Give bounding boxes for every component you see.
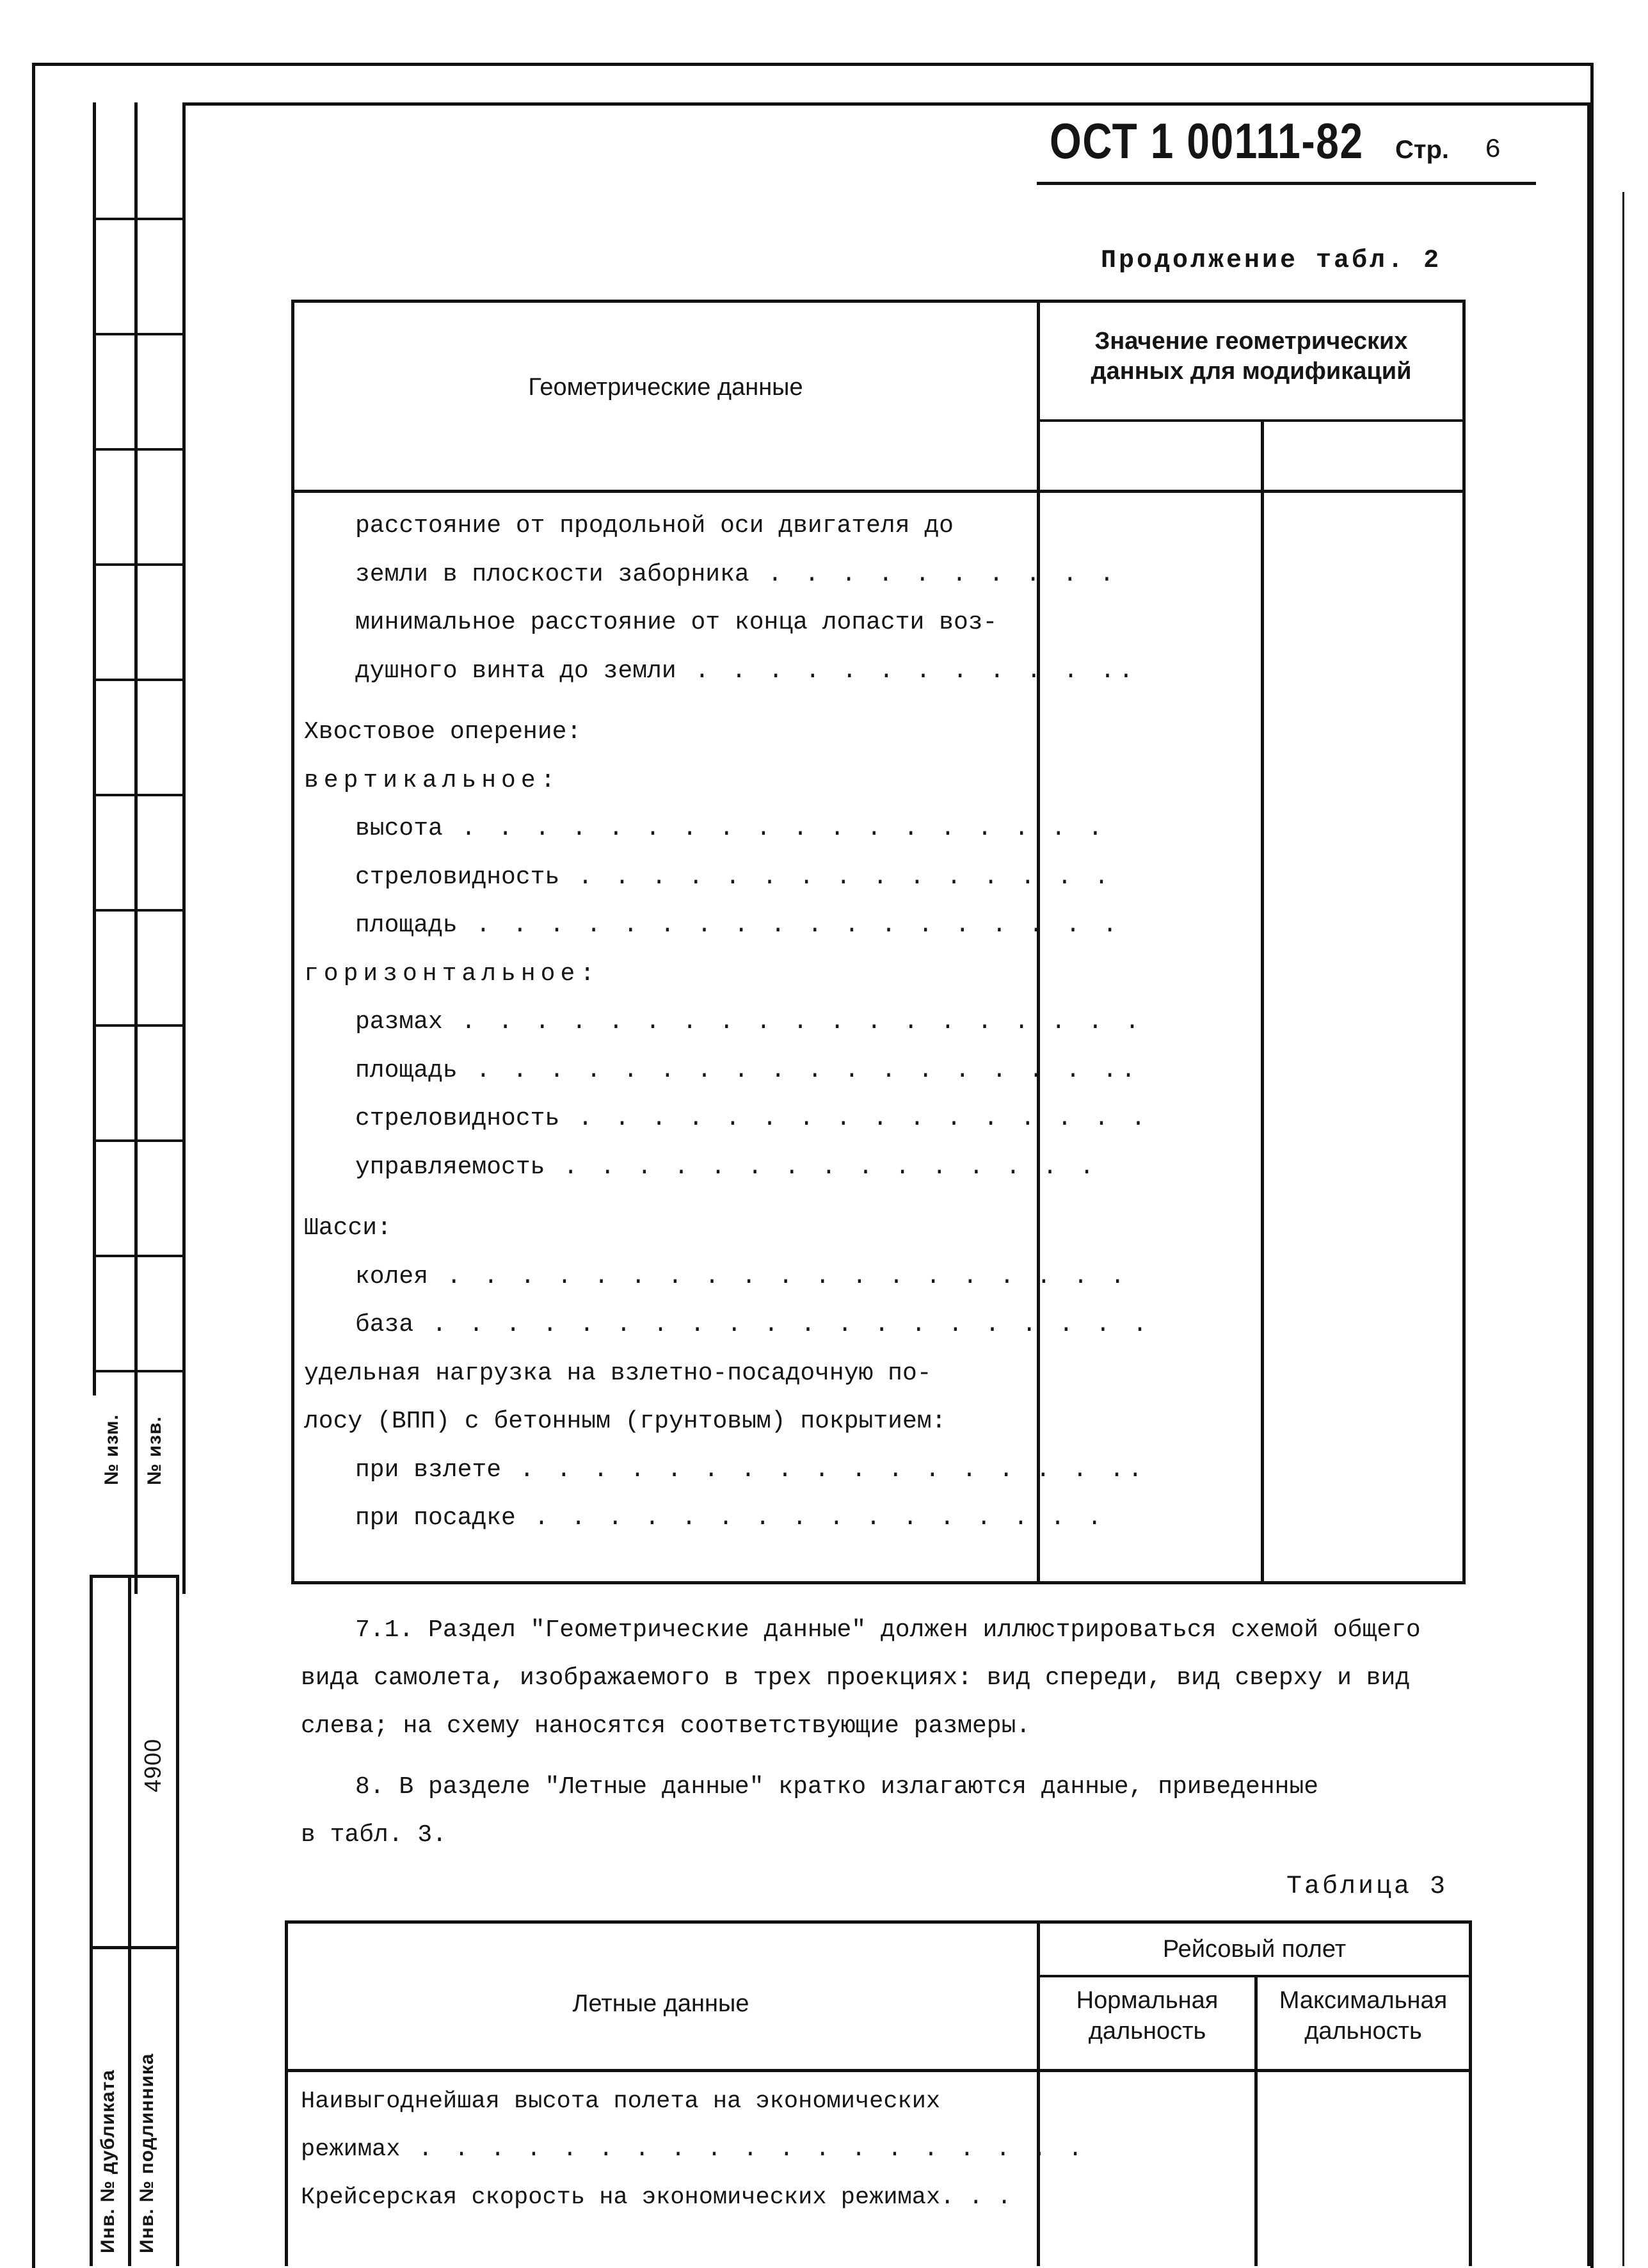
t2-top <box>291 300 1466 303</box>
table2-row-label: площадь <box>355 1056 458 1084</box>
t2-bottom <box>291 1581 1466 1584</box>
table3-group-header: Рейсовый полет <box>1162 1936 1347 1963</box>
table2-row-label: минимальное расстояние от конца лопасти воз- <box>355 609 998 636</box>
table2-row-dots: . . . . . . . . . . <box>749 560 1118 588</box>
table2-row-label: колея <box>355 1262 429 1291</box>
lower-strip-line <box>176 1575 179 2266</box>
inner-frame-right <box>1587 102 1590 2266</box>
outer-frame-right-edge <box>1622 192 1624 2266</box>
table2-row-label: управляемость <box>355 1153 545 1181</box>
para-7-1-line1: 7.1. Раздел "Геометрические данные" должен иллюстрироваться схемой общего <box>355 1616 1421 1644</box>
table2-row-dots: . . . . . . . . . . . . . . . . . .. <box>457 1056 1140 1084</box>
table2-row-dots: . . . . . . . . . . . . . . . <box>545 1153 1098 1181</box>
t3-top <box>285 1920 1472 1924</box>
table2-row <box>355 512 954 540</box>
table2-col2-header-1: Значение геометрических <box>1094 328 1408 355</box>
table2-row-dots: . . . . . . . . . . . . . . . . . . . <box>442 1008 1144 1036</box>
original-inv-label: Инв. № подлинника <box>136 2053 157 2253</box>
table3-caption: Таблица 3 <box>1286 1872 1448 1901</box>
table2-row-label: душного винта до земли <box>355 657 676 685</box>
table2-row-dots: . . . . . . . . . . . . . . . . . . <box>457 912 1121 939</box>
table2-row-label: вертикальное: <box>304 766 561 794</box>
table2-row-label: высота <box>355 815 443 842</box>
para-7-1-line2: вида самолета, изображаемого в трех проекциях: вид спереди, вид сверху и вид <box>301 1664 1411 1692</box>
change-no-label: № изм. <box>101 1414 122 1485</box>
strip-grid-row <box>93 218 182 220</box>
table2-row <box>355 657 1137 685</box>
para-8-line1: 8. В разделе "Летные данные" кратко излагаются данные, приведенные <box>355 1773 1319 1801</box>
table2-row <box>355 1008 1143 1036</box>
table3-row2: Крейсерская скорость на экономических режимах. . . <box>301 2184 1012 2211</box>
table2-row <box>304 767 560 794</box>
notice-no-label: № изв. <box>144 1416 165 1485</box>
table2-row <box>355 1154 1098 1181</box>
page-number: 6 <box>1485 134 1501 165</box>
table2-row <box>355 609 997 636</box>
strip-grid-row <box>93 679 182 681</box>
table2-row-dots: . . . . . . . . . . . .. <box>676 657 1137 685</box>
t2-sub-vert <box>1261 419 1264 1584</box>
table3-sub1-line2: дальность <box>1088 2018 1206 2045</box>
lower-strip-line <box>90 1575 93 2266</box>
table3-sub1-line1: Нормальная <box>1076 1987 1219 2014</box>
table2-row-label: Шасси: <box>304 1214 392 1242</box>
document-code: ОСТ 1 00111-82 <box>1050 113 1364 169</box>
strip-grid-row <box>93 448 182 451</box>
strip-grid-row <box>93 909 182 912</box>
table2-row <box>304 1408 946 1435</box>
table3-sub2-line2: дальность <box>1304 2018 1422 2045</box>
t2-header-bottom <box>291 490 1466 493</box>
table2-row <box>355 1311 1151 1339</box>
page-label: Стр. <box>1395 136 1450 164</box>
table2-caption: Продолжение табл. 2 <box>1101 246 1442 275</box>
header-rule <box>1037 182 1536 185</box>
t3-mid <box>1037 1920 1040 2266</box>
table2-row <box>355 815 1107 842</box>
table2-row-label: стреловидность <box>355 863 560 891</box>
strip-grid-row <box>93 1024 182 1027</box>
strip-line-a <box>93 102 96 1395</box>
lower-strip-mid <box>90 1946 179 1949</box>
table3-sub2-line1: Максимальная <box>1279 1987 1448 2014</box>
strip-grid-row <box>93 1370 182 1372</box>
table3-col1-header: Летные данные <box>572 1990 749 2017</box>
strip-grid-row <box>93 563 182 566</box>
table2-row-label: площадь <box>355 912 458 939</box>
strip-grid-row <box>93 1139 182 1142</box>
table2-row-dots: . . . . . . . . . . . . . . . . <box>515 1504 1106 1532</box>
lower-strip-top <box>90 1575 179 1578</box>
table2-row <box>355 912 1121 939</box>
table2-row-dots: . . . . . . . . . . . . . . . . . . . . <box>413 1311 1151 1339</box>
table3-row1-text: режимах <box>301 2136 401 2163</box>
table2-row <box>304 718 581 746</box>
strip-grid-row <box>93 333 182 335</box>
t3-header-bottom <box>285 2069 1472 2072</box>
table2-col1-header: Геометрические данные <box>528 374 803 401</box>
table2-row-label: горизонтальное: <box>304 960 600 988</box>
table3-row1-line1: Наивыгоднейшая высота полета на экономических <box>301 2088 941 2115</box>
t2-sub-rule <box>1037 419 1466 422</box>
table2-row <box>355 1263 1129 1291</box>
table2-row <box>304 1360 932 1387</box>
table2-row <box>304 960 600 988</box>
table2-row <box>355 864 1112 891</box>
table2-row-label: удельная нагрузка на взлетно-посадочную по- <box>304 1359 932 1387</box>
t3-left <box>285 1920 288 2266</box>
table2-row-label: земли в плоскости заборника <box>355 560 749 588</box>
table3-row1-dots: . . . . . . . . . . . . . . . . . . . <box>400 2136 1087 2163</box>
table2-row-label: размах <box>355 1008 443 1036</box>
strip-line-c <box>182 102 186 1594</box>
table2-row-label: при взлете <box>355 1456 502 1484</box>
table2-row <box>355 561 1118 588</box>
table2-row-label: лосу (ВПП) с бетонным (грунтовым) покрытием: <box>304 1408 947 1435</box>
t3-right <box>1469 1920 1472 2266</box>
inventory-number: 4900 <box>140 1738 166 1792</box>
table2-col2-header-2: данных для модификаций <box>1091 358 1412 385</box>
inner-frame-top <box>182 102 1590 106</box>
table2-row <box>355 1105 1149 1132</box>
table3-row1-line2 <box>301 2136 1086 2163</box>
table2-row-label: при посадке <box>355 1504 516 1532</box>
table2-row <box>355 1456 1146 1484</box>
duplicate-inv-label: Инв. № дубликата <box>97 2069 118 2253</box>
strip-grid-row <box>93 1255 182 1257</box>
table2-row-label: база <box>355 1311 414 1339</box>
table2-row-label: расстояние от продольной оси двигателя до <box>355 512 954 540</box>
table2-body <box>304 512 1151 1575</box>
para-7-1-line3: слева; на схему наносятся соответствующие размеры. <box>301 1712 1031 1740</box>
table2-row-label: Хвостовое оперение: <box>304 718 582 746</box>
strip-grid-row <box>93 794 182 796</box>
table2-row-dots: . . . . . . . . . . . . . . . . <box>559 1105 1149 1132</box>
table2-row <box>355 1057 1139 1084</box>
table2-row-label: стреловидность <box>355 1105 560 1132</box>
table2-row-dots: . . . . . . . . . . . . . . . <box>559 863 1113 891</box>
t3-group-rule <box>1037 1975 1472 1977</box>
lower-strip-line <box>128 1575 131 2266</box>
table2-row <box>355 1504 1106 1532</box>
table2-row-dots: . . . . . . . . . . . . . . . . . . . <box>428 1262 1129 1291</box>
para-8-line2: в табл. 3. <box>301 1821 447 1849</box>
table2-row <box>304 1214 392 1242</box>
table2-row-dots: . . . . . . . . . . . . . . . . . . <box>442 815 1107 842</box>
table2-row-dots: . . . . . . . . . . . . . . . . .. <box>501 1456 1147 1484</box>
